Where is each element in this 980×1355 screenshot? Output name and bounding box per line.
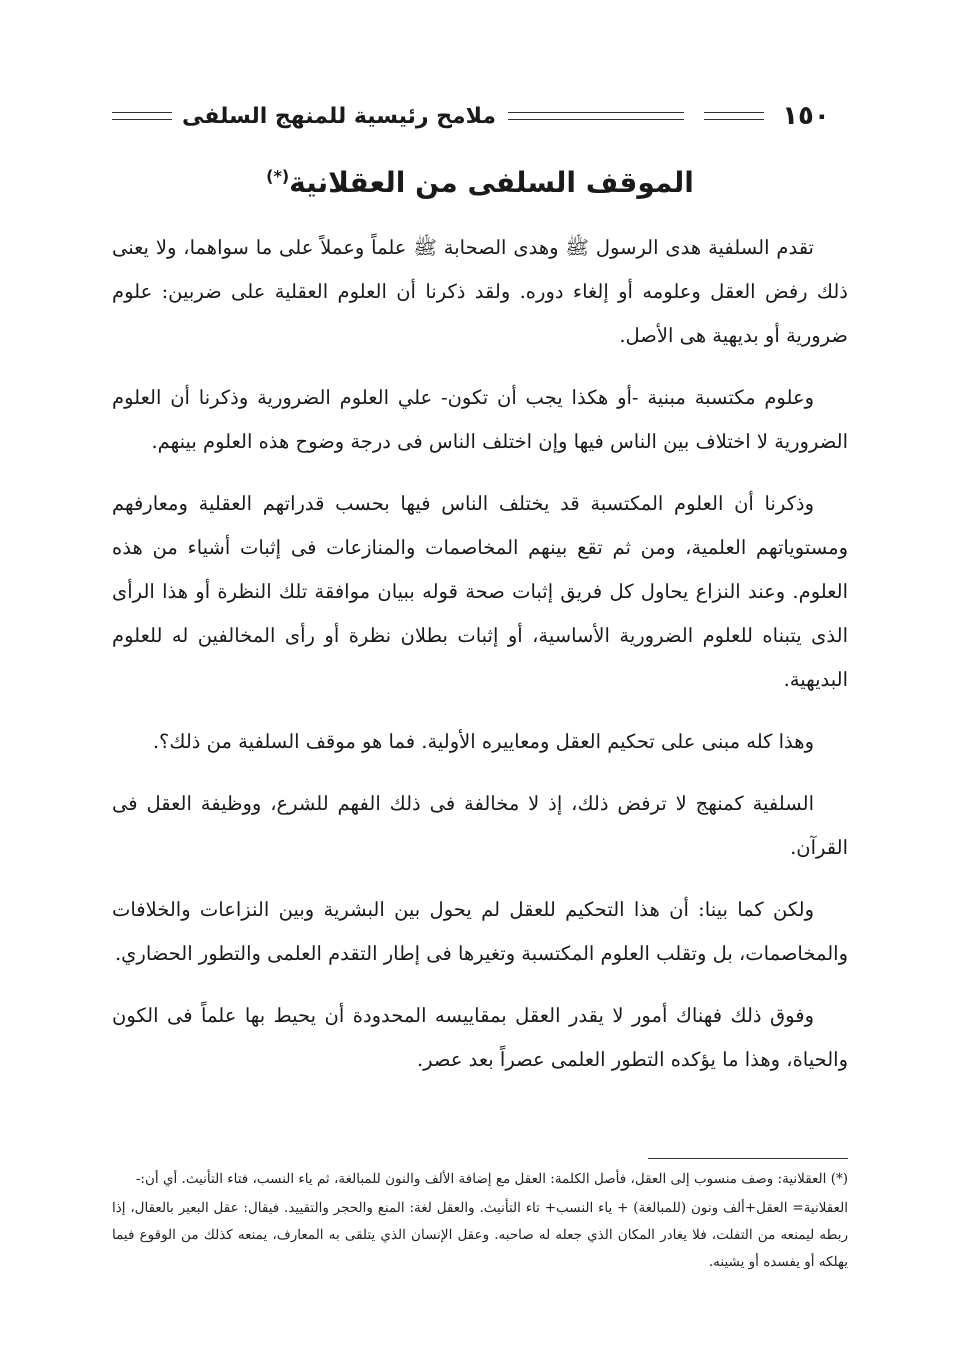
paragraph: وهذا كله مبنى على تحكيم العقل ومعاييره الأولية. فما هو موقف السلفية من ذلك؟.: [152, 730, 814, 753]
paragraph: ولكن كما بينا: أن هذا التحكيم للعقل لم يحول بين البشرية وبين النزاعات والخلافات والمخاصمات، بل وتقلب العلوم المكتسبة وتغيرها فى إطار التقدم العلمى والتطور الحضاري.: [112, 898, 848, 965]
page-header: [112, 96, 848, 136]
footnote-text: (*) العقلانية: وصف منسوب إلى العقل، فأصل الكلمة: العقل مع إضافة الألف والنون للمبالغة، ثم ياء النسب، فتاء التأنيث. أي أن:-: [135, 1171, 848, 1187]
footnotes: [112, 1166, 848, 1276]
paragraph: وعلوم مكتسبة مبنية -أو هكذا يجب أن تكون- علي العلوم الضرورية وذكرنا أن العلوم الضرورية لا اختلاف بين الناس فيها وإن اختلف الناس فى درجة وضوح هذه العلوم بينهم.: [112, 386, 848, 453]
paragraph: السلفية كمنهج لا ترفض ذلك، إذ لا مخالفة فى ذلك الفهم للشرع، ووظيفة العقل فى القرآن.: [112, 792, 848, 859]
header-rule-left: [112, 112, 172, 120]
footnote-marker: (*): [266, 166, 290, 186]
running-title: ملامح رئيسية للمنهج السلفى: [182, 103, 497, 129]
chapter-title: [112, 166, 848, 199]
chapter-title-text: الموقف السلفى من العقلانية: [289, 166, 694, 199]
body-text: [112, 226, 848, 1100]
header-rule-right: [704, 112, 764, 120]
header-rule-middle: [508, 112, 684, 120]
footnote-separator: [648, 1158, 848, 1159]
paragraph: تقدم السلفية هدى الرسول ﷺ وهدى الصحابة ﷺ علماً وعملاً على ما سواهما، ولا يعنى ذلك رفض العقل وعلومه أو إلغاء دوره. ولقد ذكرنا أن العلوم العقلية على ضربين: علوم ضرورية أو بديهية هى الأصل.: [112, 236, 848, 347]
page-number: ١٥٠: [782, 101, 830, 131]
footnote-text: العقلانية= العقل+ألف ونون (للمبالغة) + ياء النسب+ تاء التأنيث. والعقل لغة: المنع والحجر والتقييد. فيقال: عقل البعير بالعقال، إذا ربطه ليمنعه من التفلت، فلا يغادر المكان الذي جعله له صاحبه. وعقل الإنسان الذي يتلقى به المعارف، يمنعه كذلك من الوقوع فيما يهلكه أو يفسده أو يشينه.: [112, 1200, 848, 1270]
paragraph: وفوق ذلك فهناك أمور لا يقدر العقل بمقاييسه المحدودة أن يحيط بها علماً فى الكون والحياة، وهذا ما يؤكده التطور العلمى عصراً بعد عصر.: [112, 1004, 848, 1071]
paragraph: وذكرنا أن العلوم المكتسبة قد يختلف الناس فيها بحسب قدراتهم العقلية ومعارفهم ومستوياتهم العلمية، ومن ثم تقع بينهم المخاصمات والمنازعات فى إثبات أشياء من هذه العلوم. وعند النزاع يحاول كل فريق إثبات صحة قوله ببيان موافقة تلك النظرة أو هذا الرأى الذى يتبناه للعلوم الضرورية الأساسية، أو إثبات بطلان نظرة أو رأى المخالفين له للعلوم البديهية.: [112, 492, 848, 691]
